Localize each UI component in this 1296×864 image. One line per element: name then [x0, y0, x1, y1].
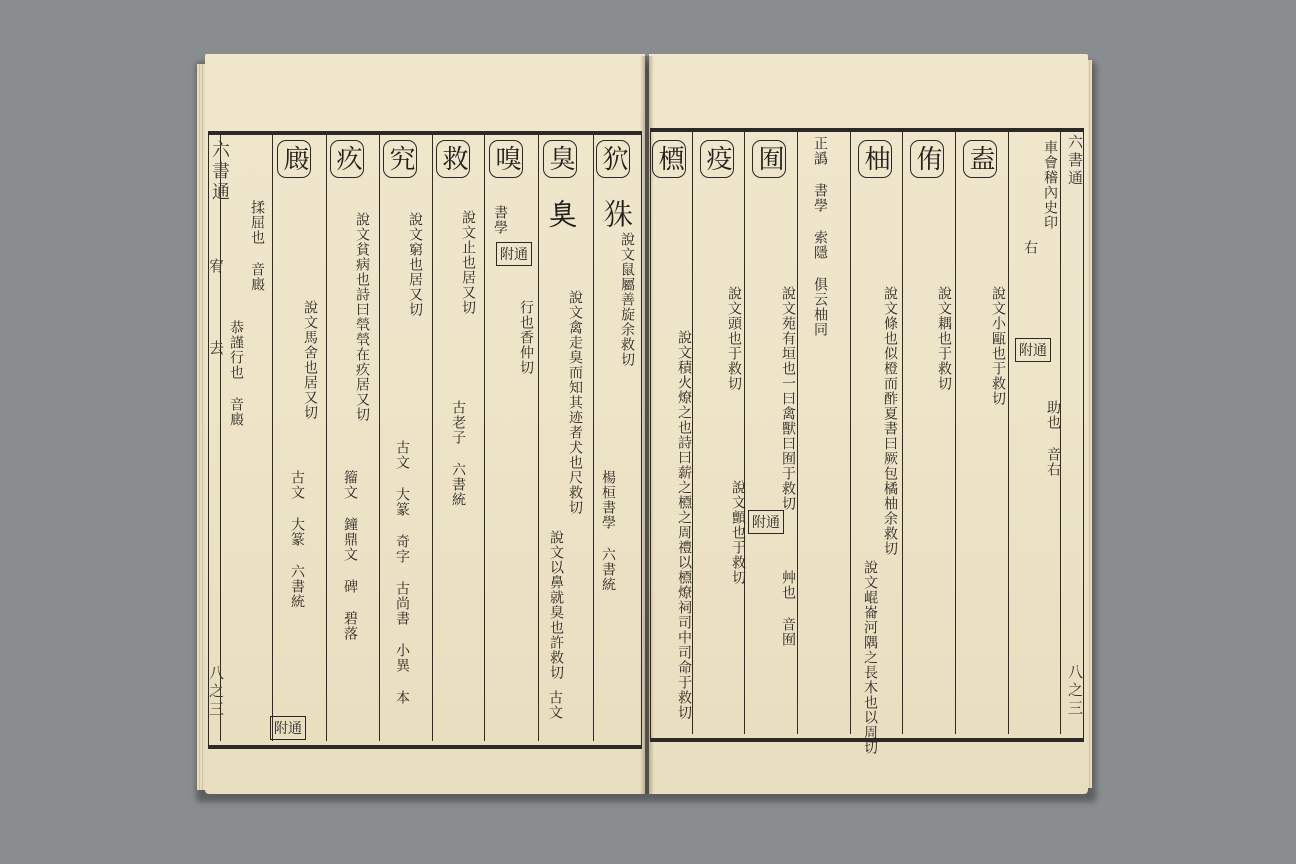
column-rule	[1008, 132, 1009, 734]
entry-head-glyph: 盍	[963, 140, 997, 178]
entry-note: 說文禽走臭而知其迹者犬也尺救切	[567, 290, 583, 515]
entry-note: 說文耦也于救切	[936, 286, 952, 391]
entry-extra: 楊桓書學 六書統	[600, 470, 616, 592]
entry-note: 車會稽內史印	[1042, 140, 1058, 230]
column-rule	[744, 132, 745, 734]
entry-head-glyph: 柚	[858, 140, 892, 178]
entry-head-glyph: 廄	[277, 140, 311, 178]
entry-column	[596, 140, 630, 740]
entry-extra: 說文崐崙河隅之長木也以周切	[862, 560, 878, 755]
entry-head-glyph: 臭	[543, 140, 577, 178]
entry-extra: 助也 音右	[1045, 400, 1061, 477]
entry-extra: 古文 大篆 六書統	[289, 470, 305, 609]
fu-tong-tag: 附通	[748, 510, 784, 534]
column-rule	[902, 132, 903, 734]
column-rule	[326, 135, 327, 741]
entry-column	[277, 140, 311, 740]
entry-note: 說文積火燎之也詩曰薪之槱之周禮以槱燎祠司中司命于救切	[676, 330, 692, 720]
entry-note: 說文馬舍也居又切	[302, 300, 318, 420]
left-margin-title: 六書通	[209, 140, 230, 203]
entry-note: 揉屈也 音廄	[249, 200, 265, 292]
entry-column	[910, 140, 944, 740]
entry-note: 說文窮也居又切	[407, 212, 423, 317]
entry-extra: 古文 大篆 奇字 古尚書 小異 本	[394, 440, 410, 705]
column-rule	[220, 135, 221, 741]
entry-column	[700, 140, 734, 740]
seal-script-glyph: 𤝹	[599, 198, 634, 228]
column-rule	[484, 135, 485, 741]
entry-note: 說文苑有垣也一曰禽獸曰囿于救切	[780, 286, 796, 511]
entry-extra: 艸也 音囿	[780, 570, 796, 647]
right-margin-folio: 八之三	[1066, 664, 1084, 718]
fu-tong-tag: 附通	[270, 716, 306, 740]
seal-script-glyph: 𦤀	[545, 198, 580, 228]
column-rule	[538, 135, 539, 741]
entry-note: 說文貧病也詩曰煢煢在疚居又切	[354, 212, 370, 422]
entry-note: 正譌 書學 索隱 俱云柚同	[812, 136, 828, 337]
entry-extra: 籀文 鐘鼎文 碑 碧落	[342, 470, 358, 641]
entry-head-glyph: 嗅	[489, 140, 523, 178]
fu-tong-tag: 附通	[496, 242, 532, 266]
entry-note: 說文小甌也于救切	[990, 286, 1006, 406]
entry-head-glyph: 侑	[910, 140, 944, 178]
entry-extra: 右	[1022, 240, 1038, 255]
entry-head-glyph: 狖	[596, 140, 630, 178]
entry-extra: 說文以鼻就臭也許救切	[548, 530, 564, 680]
entry-note: 說文鼠屬善旋余救切	[619, 232, 635, 367]
entry-extra: 古老子 六書統	[450, 400, 466, 507]
column-rule	[432, 135, 433, 741]
column-rule	[955, 132, 956, 734]
entry-note: 說文條也似橙而酢夏書曰厥包橘柚余救切	[882, 286, 898, 556]
entry-note: 說文頭也于救切	[726, 286, 742, 391]
entry-head-glyph: 救	[436, 140, 470, 178]
left-margin-volume: 宥	[207, 258, 225, 276]
entry-extra: 行也香仲切	[518, 300, 534, 375]
entry-note: 書學	[492, 205, 508, 235]
column-rule	[850, 132, 851, 734]
entry-note: 說文止也居又切	[460, 210, 476, 315]
entry-head-glyph: 究	[383, 140, 417, 178]
entry-column	[963, 140, 997, 740]
entry-head-glyph: 槱	[652, 140, 686, 178]
entry-head-glyph: 囿	[752, 140, 786, 178]
entry-extra: 說文顫也于救切	[730, 480, 746, 585]
fu-tong-tag: 附通	[1015, 338, 1051, 362]
column-rule	[593, 135, 594, 741]
column-rule	[379, 135, 380, 741]
left-margin-tone: 去	[207, 340, 225, 358]
entry-extra: 恭謹行也 音廄	[228, 320, 244, 427]
left-margin-folio: 八之三	[207, 665, 225, 719]
entry-head-glyph: 疫	[700, 140, 734, 178]
entry-tag: 古文	[547, 690, 563, 720]
column-rule	[272, 135, 273, 741]
entry-head-glyph: 疚	[330, 140, 364, 178]
right-margin-title: 六書通	[1066, 134, 1084, 188]
